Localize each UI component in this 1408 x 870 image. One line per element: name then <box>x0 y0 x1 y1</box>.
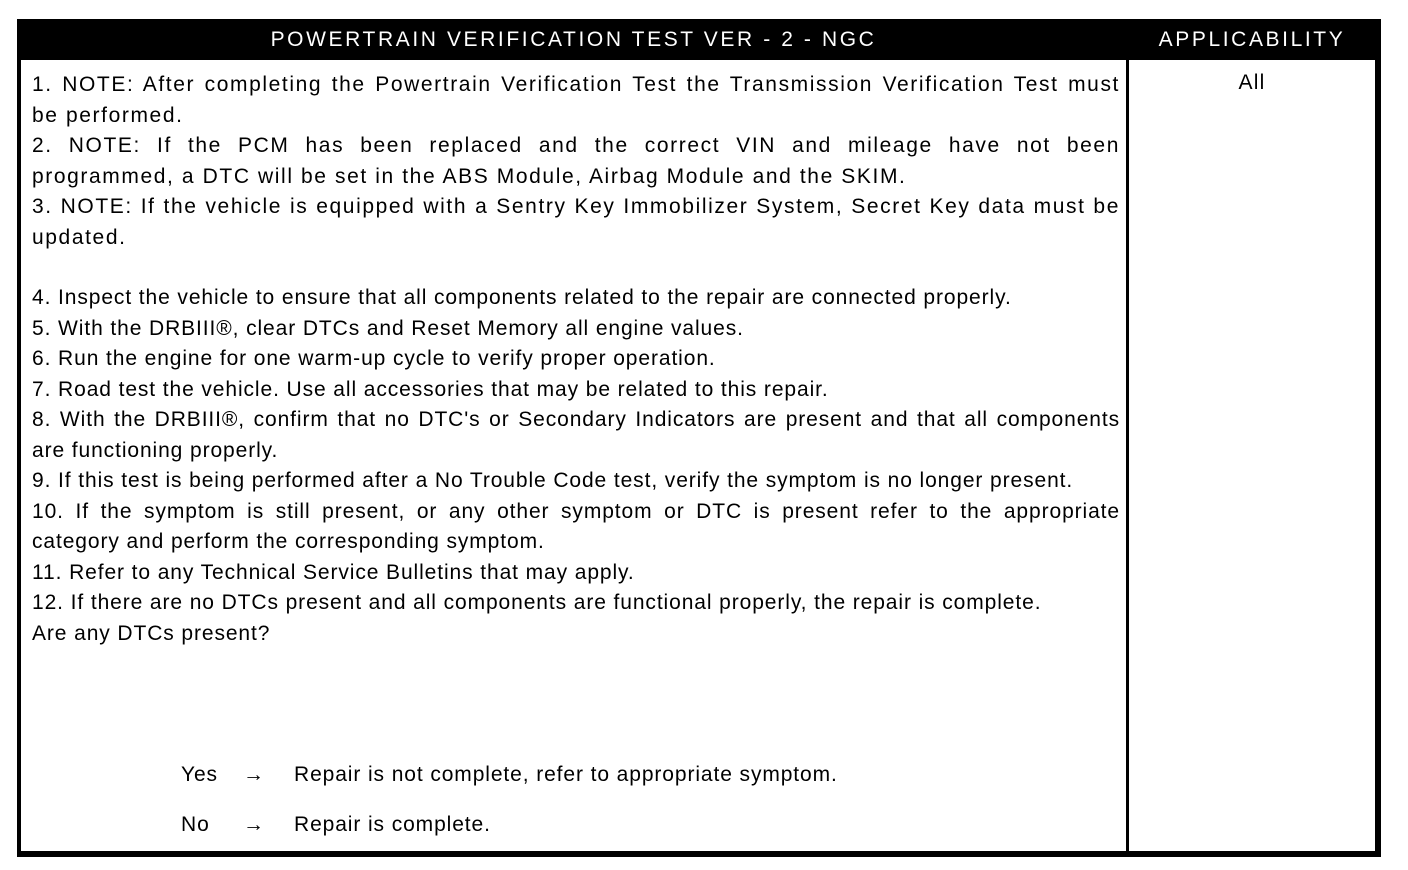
procedure-cell <box>21 60 1126 851</box>
answer-no <box>21 810 1121 840</box>
answer-no-label: No <box>181 813 210 836</box>
step-11: 11. Refer to any Technical Service Bulletins that may apply. <box>32 560 635 584</box>
test-title: POWERTRAIN VERIFICATION TEST VER - 2 - NGC <box>270 28 877 51</box>
step-8: 8. With the DRBIII®, confirm that no DTC's or Secondary Indicators are present and that all components are functioning properly. <box>32 408 1120 462</box>
answer-yes-text: Repair is not complete, refer to appropriate symptom. <box>294 763 838 786</box>
step-7: 7. Road test the vehicle. Use all accessories that may be related to this repair. <box>32 377 829 401</box>
section-spacer <box>32 253 1120 283</box>
table-header <box>17 19 1381 60</box>
procedure-text <box>32 70 1120 649</box>
note-3: 3. NOTE: If the vehicle is equipped with a Sentry Key Immobilizer System, Secret Key data must be updated. <box>32 195 1120 249</box>
answer-no-text: Repair is complete. <box>294 813 491 836</box>
right-arrow-icon: → <box>243 813 265 836</box>
answer-yes-label: Yes <box>181 763 218 786</box>
right-arrow-icon: → <box>243 763 265 786</box>
applicability-value: All <box>1238 71 1266 94</box>
step-6: 6. Run the engine for one warm-up cycle to verify proper operation. <box>32 347 716 370</box>
applicability-cell <box>1129 60 1375 851</box>
answer-yes <box>21 760 1121 790</box>
step-5: 5. With the DRBIII®, clear DTCs and Reset Memory all engine values. <box>32 316 744 340</box>
question-text: Are any DTCs present? <box>32 621 271 645</box>
note-2: 2. NOTE: If the PCM has been replaced and the correct VIN and mileage have not been programmed, a DTC will be set in the ABS Module, Airbag Module and the SKIM. <box>32 134 1120 188</box>
step-12: 12. If there are no DTCs present and all components are functional properly, the repair is complete. <box>32 591 1042 614</box>
step-10: 10. If the symptom is still present, or any other symptom or DTC is present refer to the appropriate category and perform the corresponding symptom. <box>32 499 1120 553</box>
note-1: 1. NOTE: After completing the Powertrain Verification Test the Transmission Verification Test must be performed. <box>32 73 1120 127</box>
step-4: 4. Inspect the vehicle to ensure that all components related to the repair are connected properly. <box>32 286 1012 309</box>
verification-test-table <box>17 19 1381 857</box>
step-9: 9. If this test is being performed after a No Trouble Code test, verify the symptom is no longer present. <box>32 469 1074 492</box>
applicability-header: APPLICABILITY <box>1158 28 1346 51</box>
